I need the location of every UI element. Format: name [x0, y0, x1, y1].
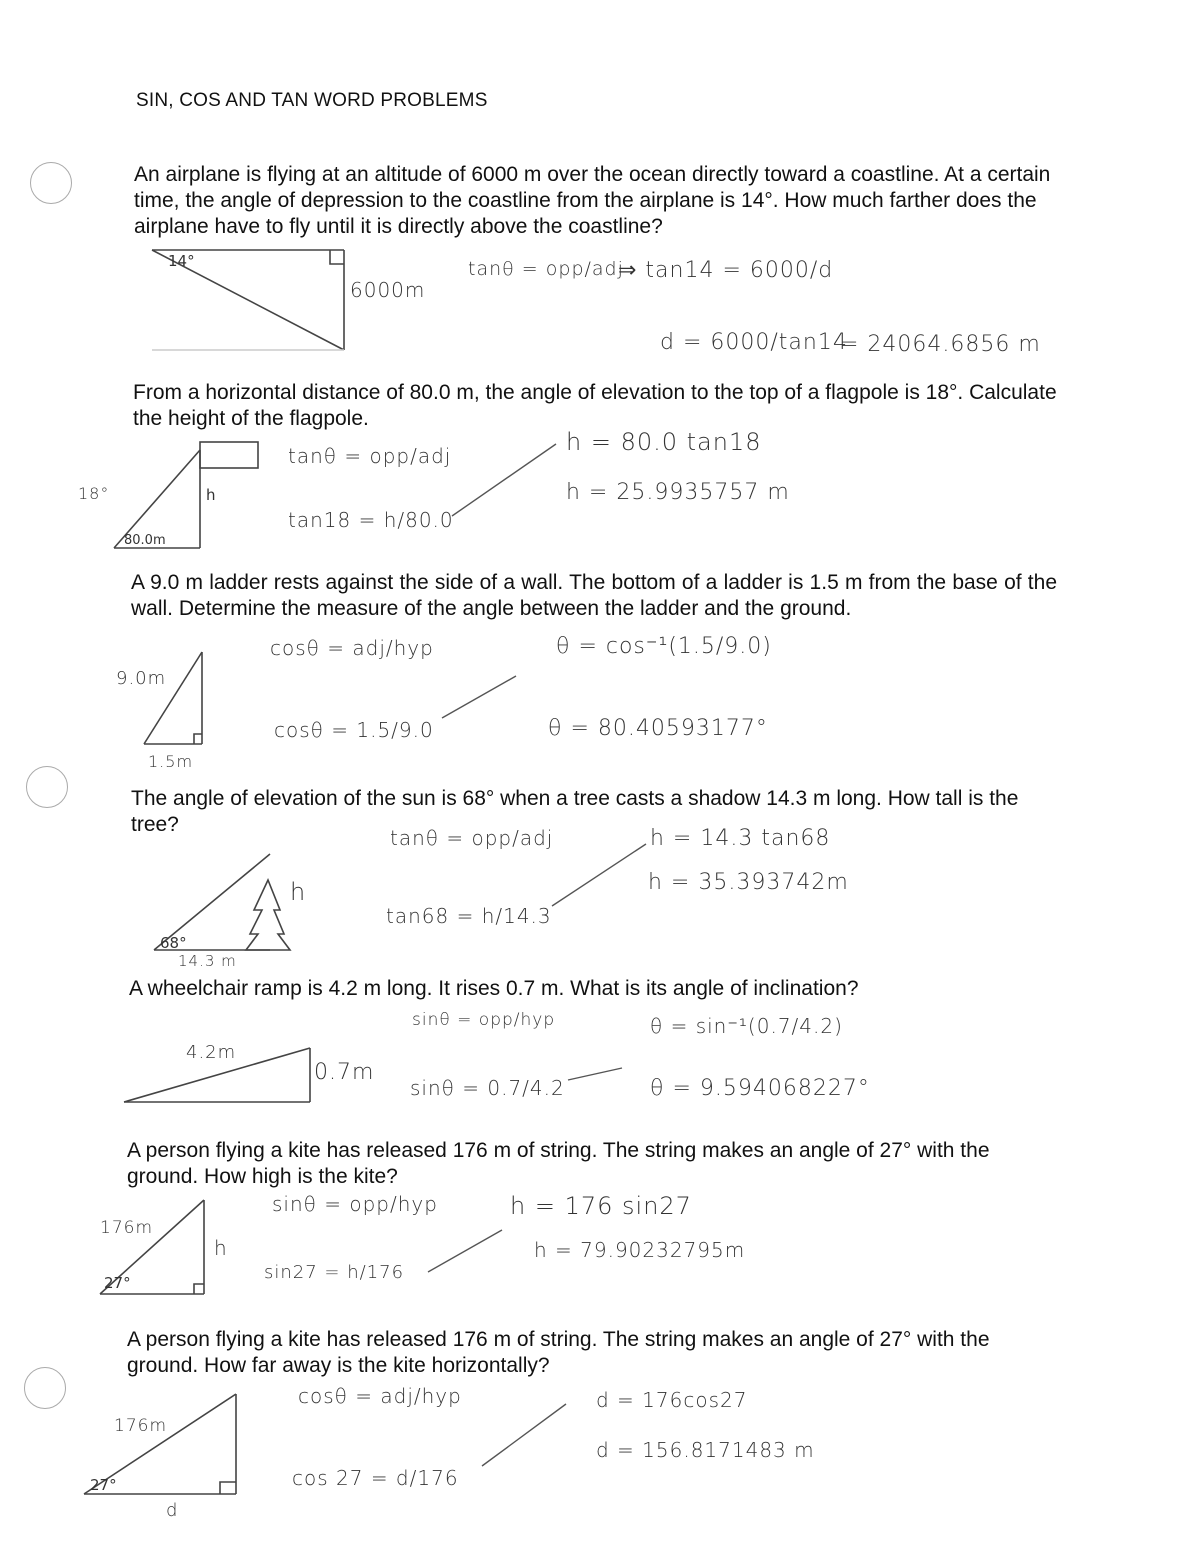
- problem-3-work-line: cosθ = adj/hyp: [270, 636, 434, 660]
- problem-7-hyp-label: 176m: [114, 1416, 168, 1436]
- problem-6-hyp-label: 176m: [100, 1218, 154, 1238]
- problem-2-angle-label: 18°: [78, 484, 110, 503]
- problem-4-work-line: tanθ = opp/adj: [390, 826, 554, 850]
- problem-5-answer: θ = 9.594068227°: [650, 1076, 870, 1101]
- problem-3-work-line: cosθ = 1.5/9.0: [274, 718, 434, 742]
- problem-7-arrow: [480, 1400, 570, 1470]
- problem-3-text: A 9.0 m ladder rests against the side of a wall. The bottom of a ladder is 1.5 m from the base of the wall. Determine the measure of the angle between the ladder and the ground.: [131, 571, 1057, 620]
- problem-7-base-label: d: [166, 1500, 179, 1521]
- problem-4-base-label: 14.3 m: [178, 952, 237, 970]
- problem-1-answer: = 24064.6856 m: [840, 332, 1041, 357]
- problem-4-answer: h = 35.393742m: [648, 870, 849, 895]
- problem-6-work-line: h = 176 sin27: [510, 1192, 692, 1220]
- problem-6-work-line: sinθ = opp/hyp: [272, 1192, 438, 1216]
- problem-6-diagram: [96, 1190, 226, 1300]
- problem-3-arrow: [440, 672, 520, 722]
- problem-4-angle-label: 68°: [160, 934, 187, 952]
- problem-5-work-line: sinθ = 0.7/4.2: [410, 1076, 565, 1100]
- problem-6-side-label: h: [214, 1236, 228, 1260]
- problem-1-work-line: tanθ = opp/adj: [468, 258, 624, 280]
- problem-4-text: The angle of elevation of the sun is 68° when a tree casts a shadow 14.3 m long. How tall is the tree?: [131, 787, 1019, 836]
- problem-7-text: A person flying a kite has released 176 m of string. The string makes an angle of 27° with the ground. How far away is the kite horizontally?: [127, 1328, 990, 1377]
- problem-2-side-label: h: [206, 486, 216, 504]
- problem-7-angle-label: 27°: [90, 1476, 117, 1494]
- problem-2-arrow: [450, 440, 560, 520]
- problem-5-arrow: [566, 1064, 626, 1084]
- problem-4-diagram: [150, 850, 280, 956]
- problem-3-hyp-label: 9.0m: [116, 668, 167, 689]
- page-title: SIN, COS AND TAN WORD PROBLEMS: [136, 90, 488, 111]
- problem-2-work-line: h = 80.0 tan18: [566, 428, 762, 456]
- problem-4-side-label: h: [290, 878, 307, 906]
- problem-3-diagram: [140, 648, 220, 748]
- problem-6-arrow: [426, 1226, 506, 1276]
- binder-hole: [24, 1367, 66, 1409]
- problem-3-answer: θ = 80.40593177°: [548, 716, 768, 741]
- problem-4-arrow: [550, 840, 650, 910]
- problem-2-answer: h = 25.9935757 m: [566, 480, 790, 505]
- problem-1-side-label: 6000m: [350, 278, 426, 302]
- problem-7-work-line: d = 176cos27: [596, 1388, 748, 1412]
- problem-4-work-line: h = 14.3 tan68: [650, 826, 831, 851]
- problem-1-angle-label: 14°: [168, 252, 195, 270]
- problem-5-work-line: sinθ = opp/hyp: [412, 1010, 556, 1030]
- problem-6-text: A person flying a kite has released 176 m of string. The string makes an angle of 27° with the ground. How high is the kite?: [127, 1139, 990, 1188]
- problem-4-work-line: tan68 = h/14.3: [386, 904, 552, 928]
- problem-3-work-line: θ = cos⁻¹(1.5/9.0): [556, 634, 772, 659]
- problem-1-text: An airplane is flying at an altitude of 6000 m over the ocean directly toward a coastline. At a certain time, the angle of depression to the coastline from the airplane is 14°. How much farther does the airplane have to fly until it is directly above the coastline?: [134, 163, 1051, 238]
- problem-3-base-label: 1.5m: [148, 752, 194, 771]
- problem-2-base-label: 80.0m: [124, 533, 166, 548]
- problem-5-work-line: θ = sin⁻¹(0.7/4.2): [650, 1014, 843, 1038]
- problem-5-text: A wheelchair ramp is 4.2 m long. It rises 0.7 m. What is its angle of inclination?: [129, 977, 859, 1000]
- problem-6-angle-label: 27°: [104, 1274, 131, 1292]
- binder-hole: [30, 162, 72, 204]
- problem-5-hyp-label: 4.2m: [186, 1042, 237, 1063]
- problem-7-work-line: cos 27 = d/176: [292, 1466, 459, 1490]
- problem-2-diagram: [110, 440, 270, 552]
- problem-2-text: From a horizontal distance of 80.0 m, the angle of elevation to the top of a flagpole is 18°. Calculate the height of the flagpole.: [133, 381, 1057, 430]
- problem-1-work-line: ⇒ tan14 = 6000/d: [618, 258, 834, 283]
- problem-1-work-line: d = 6000/tan14: [660, 330, 848, 355]
- problem-7-diagram: [80, 1390, 250, 1500]
- problem-6-work-line: sin27 = h/176: [264, 1262, 405, 1283]
- problem-1-diagram: [148, 246, 348, 356]
- problem-7-work-line: cosθ = adj/hyp: [298, 1384, 462, 1408]
- problem-6-answer: h = 79.90232795m: [534, 1238, 746, 1262]
- problem-2-work-line: tan18 = h/80.0: [288, 508, 454, 532]
- problem-2-work-line: tanθ = opp/adj: [288, 444, 452, 468]
- binder-hole: [26, 766, 68, 808]
- problem-7-answer: d = 156.8171483 m: [596, 1438, 815, 1462]
- problem-5-side-label: 0.7m: [314, 1060, 375, 1085]
